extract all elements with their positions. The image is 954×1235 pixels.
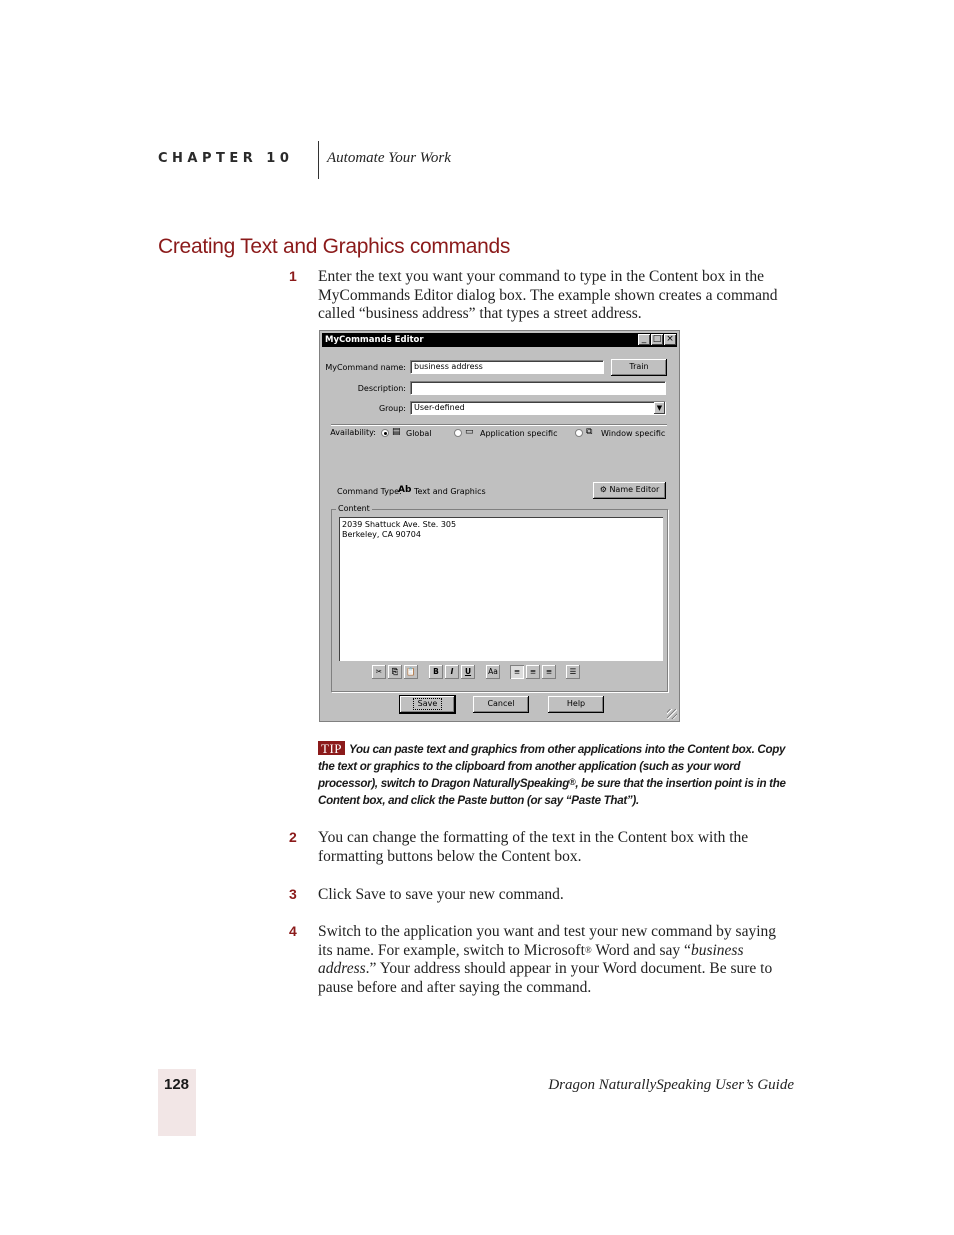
train-button[interactable]: Train bbox=[611, 359, 667, 376]
group-label: Group: bbox=[378, 404, 406, 413]
minimize-button[interactable]: _ bbox=[638, 334, 650, 345]
content-textarea[interactable] bbox=[339, 517, 663, 661]
command-type-label: Command Type: bbox=[337, 487, 402, 496]
italic-button[interactable]: I bbox=[445, 665, 459, 679]
resize-grip-icon[interactable] bbox=[667, 709, 677, 719]
step-text: Enter the text you want your command to type in the Content box in the MyCommands Editor dialog box. The example shown creates a command called “business address” that types a street address. bbox=[318, 268, 778, 323]
tip-badge: TIP bbox=[318, 741, 345, 755]
footer-book-title: Dragon NaturallySpeaking User’s Guide bbox=[548, 1077, 794, 1093]
registered-mark: ® bbox=[584, 944, 592, 955]
application-icon: ▭ bbox=[465, 427, 474, 437]
text-graphics-icon: Ab bbox=[398, 485, 412, 495]
name-editor-label: Name Editor bbox=[609, 485, 660, 494]
tip-note bbox=[318, 741, 800, 809]
page-number: 128 bbox=[164, 1076, 190, 1093]
name-editor-button[interactable] bbox=[593, 482, 666, 499]
help-button[interactable]: Help bbox=[548, 696, 604, 713]
mycommand-name-input[interactable]: business address bbox=[410, 360, 604, 374]
cancel-button[interactable]: Cancel bbox=[473, 696, 529, 713]
content-label: Content bbox=[338, 504, 370, 513]
availability-global-label: Global bbox=[406, 429, 432, 438]
align-right-icon[interactable]: ≡ bbox=[542, 665, 556, 679]
step-number: 1 bbox=[289, 268, 297, 284]
align-left-icon[interactable]: ≡ bbox=[510, 665, 524, 679]
availability-window-label: Window specific bbox=[601, 429, 666, 438]
content-line: 2039 Shattuck Ave. Ste. 305 bbox=[342, 520, 457, 529]
header-divider bbox=[318, 141, 319, 179]
bold-button[interactable]: B bbox=[429, 665, 443, 679]
registered-mark: ® bbox=[568, 777, 576, 787]
command-type-value: Text and Graphics bbox=[414, 487, 486, 496]
step-text-part: Word and say “ bbox=[591, 941, 691, 959]
underline-button[interactable]: U bbox=[461, 665, 475, 679]
content-line: Berkeley, CA 90704 bbox=[342, 530, 421, 539]
global-icon: ▤ bbox=[392, 427, 401, 437]
tip-text: You can paste text and graphics from other applications into the Content box. Copy the text or graphics to the clipboard from another application (such as your word processor), switch to Dragon NaturallySpeaking bbox=[318, 743, 786, 790]
dialog-title: MyCommands Editor bbox=[325, 335, 424, 345]
window-icon: ⧉ bbox=[586, 427, 593, 437]
dialog-divider bbox=[331, 424, 667, 425]
mycommands-editor-dialog bbox=[319, 330, 680, 722]
availability-application-radio[interactable] bbox=[454, 429, 462, 437]
group-select-value: User-defined bbox=[414, 403, 465, 412]
maximize-button[interactable]: □ bbox=[652, 334, 662, 344]
font-button[interactable]: Aa bbox=[486, 665, 500, 679]
name-editor-icon: ⚙ bbox=[599, 485, 607, 494]
step-number: 4 bbox=[289, 923, 297, 939]
chevron-down-icon[interactable]: ▼ bbox=[654, 402, 665, 414]
availability-label: Availability: bbox=[330, 428, 376, 437]
group-select[interactable] bbox=[410, 401, 666, 415]
mycommand-name-label: MyCommand name: bbox=[325, 363, 406, 372]
copy-icon[interactable]: ⎘ bbox=[388, 665, 402, 679]
step-text: Click Save to save your new command. bbox=[318, 886, 564, 903]
bullets-icon[interactable]: ☰ bbox=[566, 665, 580, 679]
save-button-label: Save bbox=[413, 698, 443, 710]
dialog-titlebar bbox=[322, 333, 677, 347]
availability-window-radio[interactable] bbox=[575, 429, 583, 437]
paste-icon[interactable]: 📋 bbox=[404, 665, 418, 679]
step-text: You can change the formatting of the text in the Content box with the formatting buttons below the Content box. bbox=[318, 829, 749, 865]
step-number: 2 bbox=[289, 829, 297, 845]
step-text-part: Switch to the application you want and test your new command by saying its name. For example, switch to Microsoft bbox=[318, 923, 777, 959]
cut-icon[interactable]: ✂ bbox=[372, 665, 386, 679]
step-text-part: .” Your address should appear in your Word document. Be sure to pause before and after saying the command. bbox=[318, 960, 773, 997]
section-heading: Creating Text and Graphics commands bbox=[158, 235, 511, 258]
tip-text: , be sure that the insertion point is in the Content box, and click the Paste button (or say “Paste That”). bbox=[318, 777, 786, 807]
close-button[interactable]: × bbox=[664, 334, 676, 345]
chapter-label: CHAPTER 10 bbox=[158, 151, 294, 166]
save-button[interactable] bbox=[400, 696, 455, 713]
align-center-icon[interactable]: ≡ bbox=[526, 665, 540, 679]
description-input[interactable] bbox=[410, 381, 666, 395]
description-label: Description: bbox=[357, 384, 406, 393]
chapter-title: Automate Your Work bbox=[327, 150, 451, 166]
availability-application-label: Application specific bbox=[480, 429, 558, 438]
step-text bbox=[318, 923, 788, 998]
step-number: 3 bbox=[289, 886, 297, 902]
availability-global-radio[interactable] bbox=[381, 429, 389, 437]
emphasis-text: business address bbox=[318, 941, 744, 978]
